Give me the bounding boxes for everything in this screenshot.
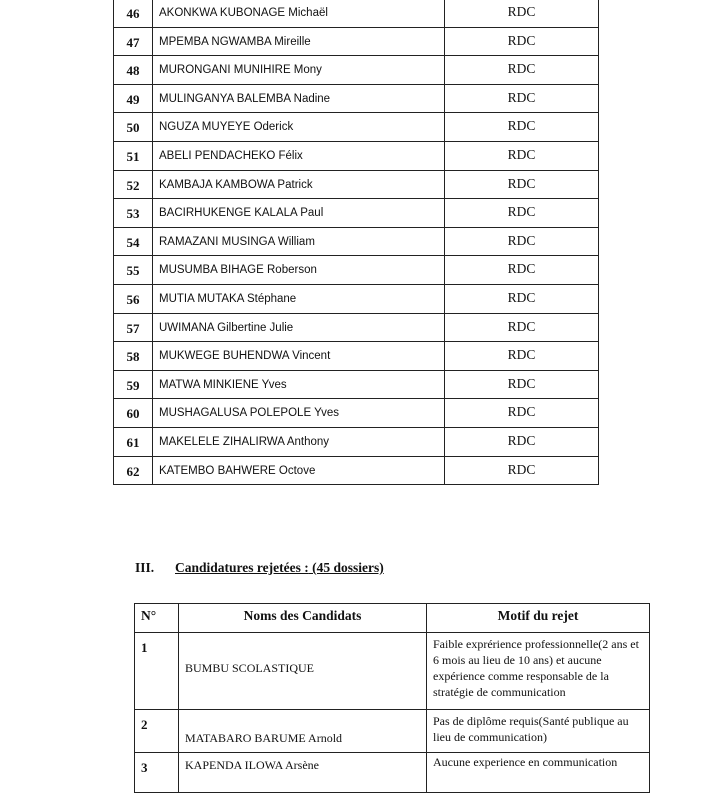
candidate-name: MUSHAGALUSA POLEPOLE Yves [153,399,445,428]
country: RDC [445,227,599,256]
row-number: 49 [114,84,153,113]
candidate-name: MUKWEGE BUHENDWA Vincent [153,342,445,371]
candidate-name: UWIMANA Gilbertine Julie [153,313,445,342]
accepted-row [114,370,599,399]
accepted-row [114,342,599,371]
rejected-row [135,710,650,753]
row-number: 57 [114,313,153,342]
accepted-row [114,284,599,313]
country: RDC [445,370,599,399]
rejected-name: BUMBU SCOLASTIQUE [179,633,427,710]
candidate-name: RAMAZANI MUSINGA William [153,227,445,256]
country: RDC [445,0,599,27]
accepted-row [114,199,599,228]
candidate-name: KAMBAJA KAMBOWA Patrick [153,170,445,199]
row-number: 53 [114,199,153,228]
row-number: 55 [114,256,153,285]
country: RDC [445,256,599,285]
candidate-name: ABELI PENDACHEKO Félix [153,141,445,170]
country: RDC [445,199,599,228]
candidate-name: MULINGANYA BALEMBA Nadine [153,84,445,113]
row-number: 61 [114,427,153,456]
accepted-row [114,313,599,342]
accepted-row [114,56,599,85]
country: RDC [445,56,599,85]
row-number: 60 [114,399,153,428]
candidate-name: MURONGANI MUNIHIRE Mony [153,56,445,85]
accepted-candidates-table [113,0,599,485]
accepted-row [114,84,599,113]
rejected-row [135,633,650,710]
header-number: N° [135,604,179,633]
accepted-row [114,399,599,428]
country: RDC [445,170,599,199]
candidate-name: AKONKWA KUBONAGE Michaël [153,0,445,27]
row-number: 59 [114,370,153,399]
country: RDC [445,427,599,456]
rejected-reason: Pas de diplôme requis(Santé publique au lieu de communication) [427,710,650,753]
rejected-header-row [135,604,650,633]
country: RDC [445,27,599,56]
accepted-row [114,0,599,27]
country: RDC [445,84,599,113]
candidate-name: MATWA MINKIENE Yves [153,370,445,399]
accepted-row [114,170,599,199]
country: RDC [445,399,599,428]
row-number: 47 [114,27,153,56]
candidate-name: MPEMBA NGWAMBA Mireille [153,27,445,56]
row-number: 51 [114,141,153,170]
row-number: 58 [114,342,153,371]
country: RDC [445,313,599,342]
candidate-name: KATEMBO BAHWERE Octove [153,456,445,485]
rejected-candidates-table [134,603,650,793]
section-number: III. [135,560,155,575]
header-rejection-reason: Motif du rejet [427,604,650,633]
row-number: 54 [114,227,153,256]
rejected-reason: Aucune experience en communication [427,753,650,793]
country: RDC [445,284,599,313]
candidate-name: MUSUMBA BIHAGE Roberson [153,256,445,285]
accepted-row [114,27,599,56]
accepted-row [114,427,599,456]
header-candidate-name: Noms des Candidats [179,604,427,633]
accepted-row [114,141,599,170]
accepted-table-body [114,0,599,485]
rejected-number: 1 [135,633,179,710]
row-number: 48 [114,56,153,85]
country: RDC [445,113,599,142]
rejected-row [135,753,650,793]
row-number: 52 [114,170,153,199]
row-number: 50 [114,113,153,142]
accepted-row [114,256,599,285]
country: RDC [445,342,599,371]
candidate-name: BACIRHUKENGE KALALA Paul [153,199,445,228]
rejected-name: MATABARO BARUME Arnold [179,710,427,753]
rejected-reason: Faible exprérience professionnelle(2 ans et 6 mois au lieu de 10 ans) et aucune expérience comme responsable de la stratégie de communication [427,633,650,710]
rejected-name: KAPENDA ILOWA Arsène [179,753,427,793]
section-heading [135,560,384,576]
row-number: 62 [114,456,153,485]
candidate-name: MUTIA MUTAKA Stéphane [153,284,445,313]
country: RDC [445,141,599,170]
section-title: Candidatures rejetées : [175,560,309,575]
accepted-row [114,227,599,256]
country: RDC [445,456,599,485]
rejected-number: 2 [135,710,179,753]
candidate-name: MAKELELE ZIHALIRWA Anthony [153,427,445,456]
row-number: 46 [114,0,153,27]
section-count: (45 dossiers) [308,560,384,575]
accepted-row [114,113,599,142]
row-number: 56 [114,284,153,313]
rejected-number: 3 [135,753,179,793]
candidate-name: NGUZA MUYEYE Oderick [153,113,445,142]
accepted-row [114,456,599,485]
